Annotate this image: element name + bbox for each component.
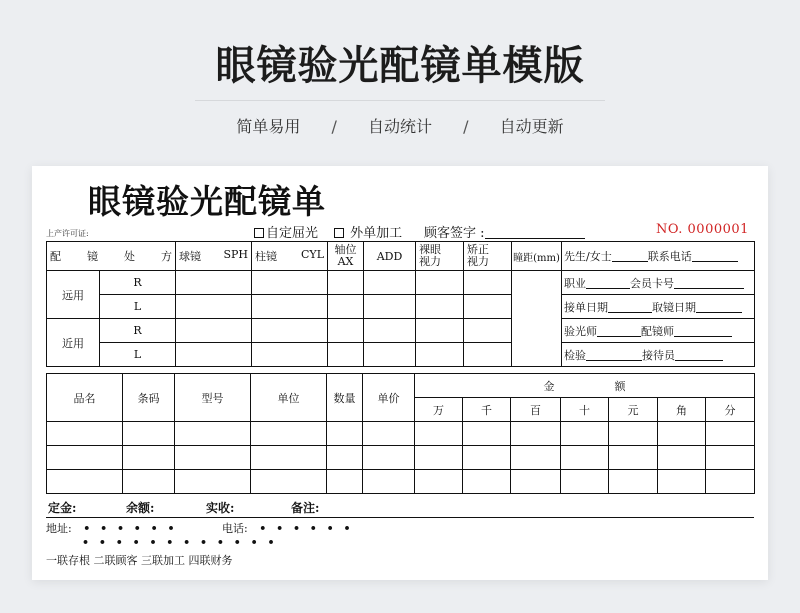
table-row bbox=[47, 470, 755, 494]
copy-distribution: 一联存根 二联顾客 三联加工 四联财务 bbox=[46, 554, 233, 567]
page-title: 眼镜验光配镜单模版 bbox=[215, 43, 585, 89]
checkbox-icon[interactable] bbox=[334, 228, 344, 238]
digit-header: 角 bbox=[658, 398, 706, 422]
balance-label[interactable]: 余额: bbox=[126, 501, 155, 515]
rx-row-near: 近用 bbox=[47, 319, 100, 367]
phone-dots: • • • • • • bbox=[259, 522, 354, 535]
rx-cell[interactable] bbox=[364, 343, 416, 367]
goods-cell[interactable] bbox=[609, 470, 658, 494]
address-field[interactable]: 地址: • • • • • • bbox=[46, 522, 178, 535]
goods-cell[interactable] bbox=[561, 470, 609, 494]
rx-eye-right: R bbox=[100, 271, 176, 295]
rx-cell[interactable] bbox=[176, 343, 252, 367]
goods-cell[interactable] bbox=[706, 470, 755, 494]
goods-header-model: 型号 bbox=[175, 374, 251, 422]
goods-cell[interactable] bbox=[363, 470, 415, 494]
rx-cell[interactable] bbox=[364, 271, 416, 295]
rx-eye-right: R bbox=[100, 319, 176, 343]
rx-cell[interactable] bbox=[176, 295, 252, 319]
phone-field[interactable]: 电话: • • • • • • bbox=[222, 522, 354, 535]
received-label[interactable]: 实收: bbox=[206, 501, 235, 515]
form-sheet bbox=[32, 166, 768, 580]
goods-cell[interactable] bbox=[363, 446, 415, 470]
goods-cell[interactable] bbox=[47, 446, 123, 470]
goods-cell[interactable] bbox=[47, 470, 123, 494]
rx-header-pd: 瞳距(mm) bbox=[512, 242, 562, 271]
goods-cell[interactable] bbox=[658, 422, 706, 446]
goods-cell[interactable] bbox=[561, 446, 609, 470]
goods-cell[interactable] bbox=[511, 446, 561, 470]
goods-cell[interactable] bbox=[463, 422, 511, 446]
rx-cell[interactable] bbox=[328, 295, 364, 319]
option-outsourced[interactable]: 外单加工 bbox=[334, 222, 402, 241]
goods-cell[interactable] bbox=[609, 422, 658, 446]
goods-cell[interactable] bbox=[658, 470, 706, 494]
goods-cell[interactable] bbox=[175, 470, 251, 494]
rx-cell[interactable] bbox=[176, 271, 252, 295]
goods-cell[interactable] bbox=[47, 422, 123, 446]
rx-header-sph: 球镜 SPH bbox=[176, 242, 252, 271]
rx-header-corrected: 矫正 视力 bbox=[464, 242, 512, 271]
goods-cell[interactable] bbox=[561, 422, 609, 446]
license-label: 上产许可证: bbox=[46, 229, 89, 238]
rx-cell[interactable] bbox=[252, 271, 328, 295]
digit-header: 千 bbox=[463, 398, 511, 422]
goods-cell[interactable] bbox=[251, 422, 327, 446]
rx-pd-cell[interactable] bbox=[512, 271, 562, 367]
inspect-field[interactable]: 检验 接待员 bbox=[562, 343, 755, 367]
goods-cell[interactable] bbox=[251, 446, 327, 470]
order-date-field[interactable]: 接单日期 取镜日期 bbox=[562, 295, 755, 319]
goods-cell[interactable] bbox=[415, 446, 463, 470]
rx-cell[interactable] bbox=[176, 319, 252, 343]
goods-cell[interactable] bbox=[511, 422, 561, 446]
rx-cell[interactable] bbox=[252, 319, 328, 343]
rx-cell[interactable] bbox=[416, 271, 464, 295]
goods-header-barcode: 条码 bbox=[123, 374, 175, 422]
goods-header-amount: 金额 bbox=[415, 374, 755, 398]
goods-cell[interactable] bbox=[363, 422, 415, 446]
goods-header-price: 单价 bbox=[363, 374, 415, 422]
rx-cell[interactable] bbox=[464, 295, 512, 319]
payment-row bbox=[46, 499, 754, 518]
goods-cell[interactable] bbox=[706, 446, 755, 470]
digit-header: 十 bbox=[561, 398, 609, 422]
goods-cell[interactable] bbox=[463, 470, 511, 494]
form-title: 眼镜验光配镜单 bbox=[88, 182, 326, 221]
rx-eye-left: L bbox=[100, 343, 176, 367]
checkbox-icon[interactable] bbox=[254, 228, 264, 238]
title-divider bbox=[195, 100, 605, 101]
digit-header: 分 bbox=[706, 398, 755, 422]
goods-cell[interactable] bbox=[175, 446, 251, 470]
serial-number: NO. 0000001 bbox=[656, 222, 749, 237]
rx-cell[interactable] bbox=[464, 319, 512, 343]
rx-cell[interactable] bbox=[464, 271, 512, 295]
note-label[interactable]: 备注: bbox=[291, 501, 320, 515]
goods-cell[interactable] bbox=[511, 470, 561, 494]
rx-header-naked: 裸眼 视力 bbox=[416, 242, 464, 271]
goods-header-qty: 数量 bbox=[327, 374, 363, 422]
goods-cell[interactable] bbox=[463, 446, 511, 470]
goods-cell[interactable] bbox=[706, 422, 755, 446]
customer-name-field[interactable]: 先生/女士 联系电话 bbox=[562, 242, 755, 271]
rx-cell[interactable] bbox=[328, 319, 364, 343]
goods-cell[interactable] bbox=[175, 422, 251, 446]
goods-cell[interactable] bbox=[327, 422, 363, 446]
table-row bbox=[47, 446, 755, 470]
option-custom[interactable]: 自定屈光 bbox=[254, 222, 318, 241]
goods-cell[interactable] bbox=[123, 470, 175, 494]
subtitle-item-3: 自动更新 bbox=[499, 117, 564, 136]
goods-header-name: 品名 bbox=[47, 374, 123, 422]
digit-header: 万 bbox=[415, 398, 463, 422]
rx-cell[interactable] bbox=[416, 295, 464, 319]
goods-cell[interactable] bbox=[123, 422, 175, 446]
subtitle-item-2: 自动统计 bbox=[367, 117, 432, 136]
rx-header-add: ADD bbox=[364, 242, 416, 271]
digit-header: 元 bbox=[609, 398, 658, 422]
goods-cell[interactable] bbox=[609, 446, 658, 470]
goods-cell[interactable] bbox=[327, 470, 363, 494]
address-dots: • • • • • • bbox=[83, 522, 178, 535]
rx-cell[interactable] bbox=[252, 343, 328, 367]
goods-cell[interactable] bbox=[415, 470, 463, 494]
rx-cell[interactable] bbox=[328, 343, 364, 367]
goods-cell[interactable] bbox=[251, 470, 327, 494]
rx-cell[interactable] bbox=[328, 271, 364, 295]
goods-cell[interactable] bbox=[327, 446, 363, 470]
rx-cell[interactable] bbox=[364, 319, 416, 343]
table-row bbox=[47, 422, 755, 446]
deposit-label[interactable]: 定金: bbox=[48, 501, 77, 515]
rx-cell[interactable] bbox=[364, 295, 416, 319]
signature-field[interactable]: 顾客签字 : bbox=[424, 222, 585, 241]
goods-cell[interactable] bbox=[415, 422, 463, 446]
signature-line[interactable] bbox=[485, 229, 585, 239]
rx-cell[interactable] bbox=[252, 295, 328, 319]
rx-header-prescription: 配 镜 处 方 bbox=[47, 242, 176, 271]
subtitle-separator: / bbox=[331, 117, 337, 136]
goods-header-unit: 单位 bbox=[251, 374, 327, 422]
rx-header-axis: 轴位 AX bbox=[328, 242, 364, 271]
prescription-table bbox=[46, 241, 755, 367]
rx-eye-left: L bbox=[100, 295, 176, 319]
address-dots-continued: • • • • • • • • • • • • bbox=[82, 536, 278, 549]
rx-cell[interactable] bbox=[416, 319, 464, 343]
rx-header-cyl: 柱镜 CYL bbox=[252, 242, 328, 271]
subtitle bbox=[0, 114, 800, 137]
rx-cell[interactable] bbox=[464, 343, 512, 367]
rx-cell[interactable] bbox=[416, 343, 464, 367]
rx-row-far: 远用 bbox=[47, 271, 100, 319]
digit-header: 百 bbox=[511, 398, 561, 422]
optometrist-field[interactable]: 验光师 配镜师 bbox=[562, 319, 755, 343]
customer-job-field[interactable]: 职业 会员卡号 bbox=[562, 271, 755, 295]
subtitle-item-1: 简单易用 bbox=[236, 117, 301, 136]
goods-cell[interactable] bbox=[658, 446, 706, 470]
subtitle-separator: / bbox=[463, 117, 469, 136]
goods-cell[interactable] bbox=[123, 446, 175, 470]
goods-table bbox=[46, 373, 755, 494]
